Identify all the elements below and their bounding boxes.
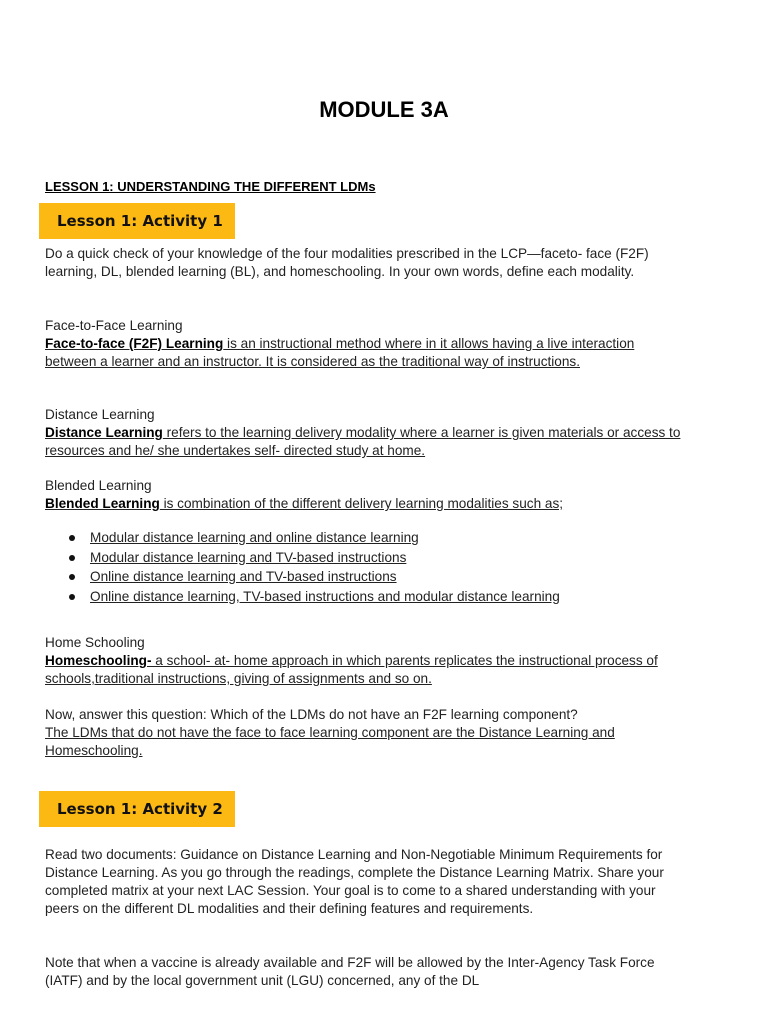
blended-term: Blended Learning [45,496,160,511]
distance-term: Distance Learning [45,425,163,440]
f2f-definition [45,335,685,371]
answer-text: The LDMs that do not have the face to face learning component are the Distance Learning and Homeschooling. [45,725,615,758]
blended-label: Blended Learning [45,478,152,493]
activity-1-intro: Do a quick check of your knowledge of the four modalities prescribed in the LCP—faceto- face (F2F) learning, DL, blended learning (BL), and homeschooling. In your own words, define each modality. [45,246,649,279]
blended-definition [45,495,685,513]
module-title: MODULE 3A [319,97,449,122]
f2f-section [45,317,685,371]
blended-definition-text: is combination of the different delivery learning modalities such as; [159,496,564,511]
blended-list [45,528,685,606]
activity-2-paragraph-2: Note that when a vaccine is already available and F2F will be allowed by the Inter-Agency Task Force (IATF) and by the local government unit (LGU) concerned, any of the DL [45,955,655,988]
home-label: Home Schooling [45,635,145,650]
lesson-heading: LESSON 1: UNDERSTANDING THE DIFFERENT LDMs [45,179,376,194]
distance-definition-text: refers to the learning delivery modality where a learner is given materials or access to resources and he/ she undertakes self- directed study at home. [45,425,681,458]
blended-section [45,477,685,513]
list-item: Modular distance learning and TV-based instructions [45,548,685,568]
home-definition [45,652,685,688]
f2f-definition-text: is an instructional method where in it allows having a live interaction between a learner and an instructor. It is considered as the traditional way of instructions. [45,336,635,369]
f2f-label: Face-to-Face Learning [45,318,183,333]
list-item: Online distance learning, TV-based instructions and modular distance learning [45,587,685,607]
question-text: Now, answer this question: Which of the LDMs do not have an F2F learning component? [45,707,578,722]
list-item: Online distance learning and TV-based instructions [45,567,685,587]
distance-definition [45,424,685,460]
question-section [45,706,685,760]
activity-2-paragraph-1: Read two documents: Guidance on Distance Learning and Non-Negotiable Minimum Requirements for Distance Learning. As you go through the readings, complete the Distance Learning Matrix. Share your completed matrix at your next LAC Session. Your goal is to come to a shared understanding with your peers on the different DL modalities and their defining features and requirements. [45,847,664,916]
activity-2-badge: Lesson 1: Activity 2 [39,791,235,827]
activity-1-badge: Lesson 1: Activity 1 [39,203,235,239]
home-term: Homeschooling- [45,653,152,668]
home-section [45,634,685,688]
distance-section [45,406,685,460]
home-definition-text: a school- at- home approach in which parents replicates the instructional process of schools,traditional instructions, giving of assignments and so on. [45,653,658,686]
f2f-term: Face-to-face (F2F) Learning [45,336,224,351]
distance-label: Distance Learning [45,407,155,422]
list-item: Modular distance learning and online distance learning [45,528,685,548]
